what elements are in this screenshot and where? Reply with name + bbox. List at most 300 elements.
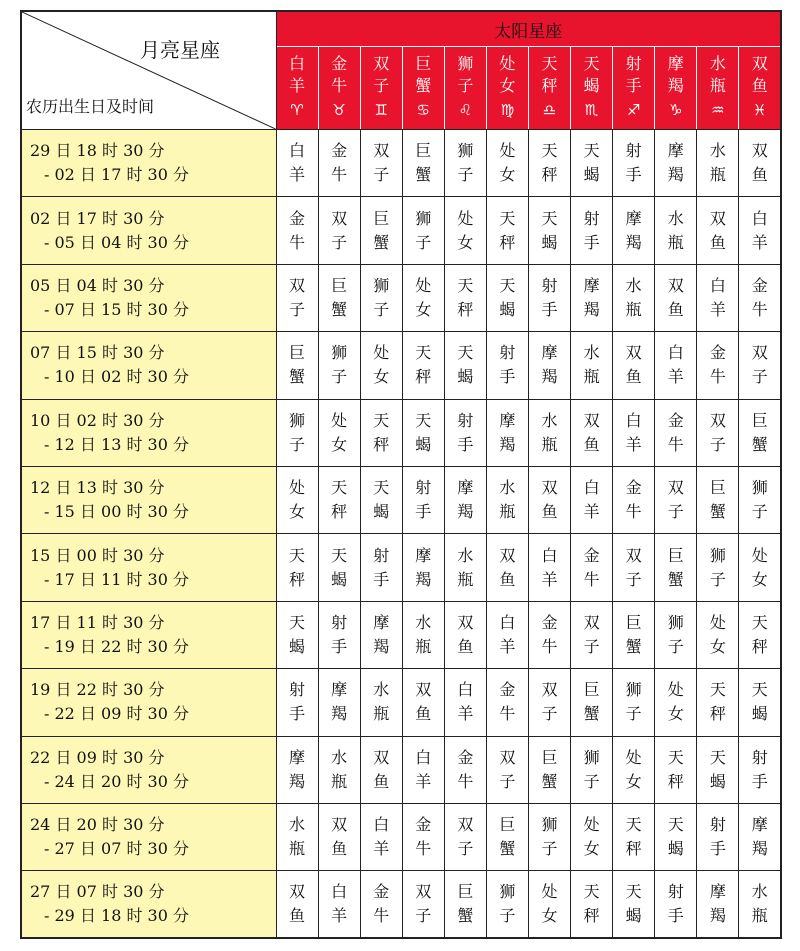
moon-sign-char: 鱼 — [667, 299, 684, 319]
moon-sign-cell — [486, 534, 528, 601]
moon-sign-char: 射 — [583, 208, 600, 228]
moon-sign-cell — [276, 130, 318, 197]
table-row — [21, 601, 781, 668]
moon-sign-char: 子 — [541, 704, 558, 724]
moon-sign-cell — [528, 332, 570, 399]
sun-sign-char: 处 — [499, 54, 516, 73]
moon-sign-cell — [697, 130, 739, 197]
moon-sign-cell — [276, 466, 318, 533]
table-row — [21, 466, 781, 533]
table-row — [21, 332, 781, 399]
moon-sign-cell — [318, 399, 360, 466]
moon-sign-char: 瓶 — [499, 502, 516, 522]
moon-sign-char: 蝎 — [499, 299, 516, 319]
moon-sign-char: 蝎 — [457, 367, 474, 387]
moon-sign-char: 羯 — [457, 502, 474, 522]
moon-sign-char: 摩 — [709, 882, 726, 902]
moon-sign-cell — [528, 601, 570, 668]
moon-sign-cell — [697, 601, 739, 668]
moon-sign-char: 天 — [289, 545, 306, 565]
moon-sign-char: 羯 — [415, 569, 432, 589]
moon-sign-cell — [655, 399, 697, 466]
moon-sign-char: 水 — [415, 612, 432, 632]
moon-sign-cell — [318, 534, 360, 601]
sun-sign-column — [655, 47, 697, 130]
moon-sign-char: 蟹 — [373, 232, 390, 252]
moon-sign-char: 羯 — [541, 367, 558, 387]
moon-sign-char: 女 — [373, 367, 390, 387]
moon-sign-cell — [318, 130, 360, 197]
moon-sign-char: 子 — [331, 232, 348, 252]
sun-sign-char: 双 — [373, 54, 390, 73]
time-from: 24 日 20 时 30 分 — [30, 815, 165, 835]
moon-sign-char: 白 — [583, 478, 600, 498]
moon-sign-char: 秤 — [499, 232, 516, 252]
sun-sign-char: 双 — [751, 54, 768, 73]
moon-sign-cell — [613, 130, 655, 197]
moon-sign-cell — [655, 332, 697, 399]
moon-sign-char: 子 — [331, 367, 348, 387]
moon-sign-char: 双 — [331, 208, 348, 228]
sun-sign-char: 秤 — [541, 76, 558, 95]
moon-sign-char: 水 — [625, 275, 642, 295]
moon-sign-char: 瓶 — [415, 636, 432, 656]
moon-sign-cell — [528, 399, 570, 466]
moon-sign-char: 鱼 — [541, 502, 558, 522]
moon-sign-cell — [655, 736, 697, 803]
moon-sign-char: 羊 — [751, 232, 768, 252]
moon-sign-char: 双 — [499, 747, 516, 767]
time-from: 02 日 17 时 30 分 — [30, 208, 165, 228]
moon-sign-cell — [655, 130, 697, 197]
moon-sign-cell — [613, 197, 655, 264]
moon-sign-char: 羊 — [709, 299, 726, 319]
sun-sign-column — [697, 47, 739, 130]
moon-sign-char: 双 — [331, 815, 348, 835]
table-row — [21, 669, 781, 736]
moon-sign-cell — [613, 601, 655, 668]
moon-sign-cell — [571, 130, 613, 197]
moon-sign-char: 蟹 — [541, 771, 558, 791]
moon-sign-char: 女 — [751, 569, 768, 589]
moon-sign-cell — [318, 466, 360, 533]
sun-sign-char: 牛 — [331, 76, 348, 95]
moon-sign-cell — [402, 601, 444, 668]
moon-sign-char: 摩 — [583, 275, 600, 295]
moon-sign-char: 双 — [289, 275, 306, 295]
moon-sign-char: 处 — [331, 410, 348, 430]
moon-sign-cell — [571, 803, 613, 870]
time-from: 07 日 15 时 30 分 — [30, 343, 165, 363]
moon-sign-char: 女 — [331, 434, 348, 454]
sun-sign-column — [486, 47, 528, 130]
moon-sign-char: 蝎 — [583, 165, 600, 185]
moon-sign-char: 瓶 — [541, 434, 558, 454]
moon-sign-char: 巨 — [373, 208, 390, 228]
moon-sign-char: 双 — [583, 410, 600, 430]
moon-sign-char: 鱼 — [709, 232, 726, 252]
sun-sign-char: 羯 — [667, 76, 684, 95]
moon-sign-cell — [402, 399, 444, 466]
time-to: - 05 日 04 时 30 分 — [44, 232, 190, 252]
moon-sign-cell — [613, 803, 655, 870]
moon-sign-cell — [318, 803, 360, 870]
moon-sign-char: 摩 — [499, 410, 516, 430]
moon-sign-cell — [697, 466, 739, 533]
moon-sign-char: 狮 — [289, 410, 306, 430]
sun-sign-char: 手 — [625, 76, 642, 95]
moon-sign-table — [20, 10, 782, 939]
moon-sign-char: 牛 — [625, 502, 642, 522]
zodiac-symbol-icon: ♑ — [669, 101, 683, 119]
moon-sign-cell — [444, 264, 486, 331]
moon-sign-char: 天 — [373, 410, 390, 430]
moon-sign-char: 双 — [541, 478, 558, 498]
sun-sign-column — [276, 47, 318, 130]
zodiac-symbol-icon: ♊ — [374, 101, 388, 119]
moon-sign-char: 双 — [751, 343, 768, 363]
sun-sign-char: 金 — [331, 54, 348, 73]
moon-sign-char: 双 — [667, 275, 684, 295]
moon-sign-char: 白 — [541, 545, 558, 565]
moon-sign-cell — [571, 601, 613, 668]
moon-sign-cell — [444, 399, 486, 466]
moon-sign-char: 金 — [331, 141, 348, 161]
lunar-time-range — [21, 669, 276, 736]
moon-sign-char: 狮 — [625, 680, 642, 700]
moon-sign-char: 牛 — [499, 704, 516, 724]
moon-sign-char: 羯 — [625, 232, 642, 252]
moon-sign-cell — [528, 534, 570, 601]
moon-sign-char: 秤 — [289, 569, 306, 589]
moon-sign-cell — [571, 871, 613, 938]
moon-sign-char: 手 — [289, 704, 306, 724]
moon-sign-char: 天 — [667, 815, 684, 835]
moon-sign-char: 子 — [583, 636, 600, 656]
sun-sign-column — [739, 47, 781, 130]
moon-sign-cell — [486, 736, 528, 803]
moon-sign-char: 手 — [415, 502, 432, 522]
moon-sign-char: 蝎 — [541, 232, 558, 252]
moon-sign-char: 天 — [583, 882, 600, 902]
moon-sign-char: 巨 — [415, 141, 432, 161]
moon-sign-char: 蝎 — [331, 569, 348, 589]
moon-sign-char: 子 — [289, 299, 306, 319]
moon-sign-char: 金 — [373, 882, 390, 902]
moon-sign-cell — [739, 197, 781, 264]
moon-sign-char: 双 — [457, 612, 474, 632]
moon-sign-char: 天 — [667, 747, 684, 767]
moon-sign-char: 蟹 — [331, 299, 348, 319]
moon-sign-char: 水 — [751, 882, 768, 902]
moon-sign-cell — [360, 332, 402, 399]
zodiac-symbol-icon: ♉ — [332, 101, 346, 119]
moon-sign-char: 金 — [583, 545, 600, 565]
moon-sign-char: 摩 — [667, 141, 684, 161]
moon-sign-char: 手 — [667, 906, 684, 926]
moon-sign-char: 牛 — [709, 367, 726, 387]
moon-sign-char: 秤 — [751, 636, 768, 656]
moon-sign-cell — [739, 669, 781, 736]
moon-sign-cell — [276, 871, 318, 938]
moon-sign-cell — [739, 871, 781, 938]
moon-sign-cell — [697, 736, 739, 803]
moon-sign-cell — [486, 466, 528, 533]
moon-sign-char: 天 — [541, 141, 558, 161]
sun-sign-char: 鱼 — [751, 76, 768, 95]
moon-sign-char: 鱼 — [373, 771, 390, 791]
moon-sign-char: 射 — [415, 478, 432, 498]
moon-sign-char: 射 — [751, 747, 768, 767]
moon-sign-cell — [613, 534, 655, 601]
moon-sign-char: 白 — [331, 882, 348, 902]
table-row — [21, 534, 781, 601]
moon-sign-char: 狮 — [541, 815, 558, 835]
moon-sign-cell — [571, 264, 613, 331]
moon-sign-cell — [571, 534, 613, 601]
moon-sign-char: 羯 — [331, 704, 348, 724]
moon-sign-cell — [571, 197, 613, 264]
moon-sign-char: 天 — [709, 680, 726, 700]
moon-sign-cell — [739, 803, 781, 870]
moon-sign-char: 子 — [583, 771, 600, 791]
moon-sign-char: 瓶 — [709, 165, 726, 185]
moon-sign-char: 羯 — [373, 636, 390, 656]
moon-sign-char: 羊 — [541, 569, 558, 589]
moon-sign-char: 瓶 — [751, 906, 768, 926]
moon-sign-char: 射 — [625, 141, 642, 161]
moon-sign-cell — [360, 669, 402, 736]
time-to: - 17 日 11 时 30 分 — [44, 569, 190, 589]
moon-sign-char: 金 — [667, 410, 684, 430]
moon-sign-char: 天 — [625, 815, 642, 835]
moon-sign-cell — [486, 332, 528, 399]
moon-sign-char: 射 — [709, 815, 726, 835]
moon-sign-char: 手 — [373, 569, 390, 589]
moon-sign-char: 子 — [457, 165, 474, 185]
moon-sign-char: 鱼 — [751, 165, 768, 185]
moon-sign-char: 瓶 — [373, 704, 390, 724]
moon-sign-cell — [360, 130, 402, 197]
moon-sign-char: 天 — [373, 478, 390, 498]
moon-sign-char: 水 — [331, 747, 348, 767]
moon-sign-char: 瓶 — [583, 367, 600, 387]
sun-sign-column — [571, 47, 613, 130]
moon-sign-cell — [276, 534, 318, 601]
moon-sign-char: 羊 — [415, 771, 432, 791]
moon-sign-cell — [402, 130, 444, 197]
time-from: 12 日 13 时 30 分 — [30, 478, 165, 498]
moon-sign-cell — [276, 669, 318, 736]
moon-sign-cell — [360, 534, 402, 601]
moon-sign-label: 月亮星座 — [140, 38, 220, 62]
moon-sign-char: 双 — [709, 208, 726, 228]
moon-sign-char: 手 — [583, 232, 600, 252]
moon-sign-char: 天 — [331, 478, 348, 498]
moon-sign-char: 鱼 — [331, 839, 348, 859]
moon-sign-cell — [402, 534, 444, 601]
moon-sign-cell — [739, 466, 781, 533]
moon-sign-char: 天 — [625, 882, 642, 902]
moon-sign-cell — [613, 264, 655, 331]
moon-sign-char: 双 — [289, 882, 306, 902]
moon-sign-char: 女 — [289, 502, 306, 522]
moon-sign-char: 巨 — [331, 275, 348, 295]
moon-sign-cell — [276, 264, 318, 331]
moon-sign-cell — [444, 197, 486, 264]
sun-sign-char: 白 — [289, 54, 306, 73]
moon-sign-cell — [528, 871, 570, 938]
moon-sign-char: 蟹 — [583, 704, 600, 724]
time-from: 27 日 07 时 30 分 — [30, 882, 165, 902]
moon-sign-cell — [697, 803, 739, 870]
moon-sign-char: 秤 — [331, 502, 348, 522]
sun-sign-char: 女 — [499, 76, 516, 95]
moon-sign-char: 摩 — [625, 208, 642, 228]
moon-sign-char: 双 — [541, 680, 558, 700]
moon-sign-char: 摩 — [751, 815, 768, 835]
moon-sign-char: 双 — [751, 141, 768, 161]
moon-sign-char: 白 — [289, 141, 306, 161]
moon-sign-char: 手 — [541, 299, 558, 319]
moon-sign-char: 羊 — [499, 636, 516, 656]
moon-sign-char: 金 — [625, 478, 642, 498]
moon-sign-char: 射 — [667, 882, 684, 902]
moon-sign-cell — [444, 332, 486, 399]
moon-sign-cell — [739, 736, 781, 803]
sun-sign-char: 摩 — [667, 54, 684, 73]
moon-sign-cell — [402, 803, 444, 870]
sun-sign-char: 羊 — [289, 76, 306, 95]
moon-sign-cell — [318, 332, 360, 399]
sun-sign-char: 子 — [457, 76, 474, 95]
moon-sign-cell — [360, 871, 402, 938]
moon-sign-char: 巨 — [457, 882, 474, 902]
moon-sign-cell — [486, 264, 528, 331]
time-to: - 07 日 15 时 30 分 — [44, 299, 190, 319]
moon-sign-cell — [571, 669, 613, 736]
lunar-time-range — [21, 466, 276, 533]
moon-sign-char: 手 — [625, 165, 642, 185]
moon-sign-char: 处 — [709, 612, 726, 632]
moon-sign-char: 女 — [709, 636, 726, 656]
moon-sign-cell — [655, 803, 697, 870]
moon-sign-cell — [276, 197, 318, 264]
moon-sign-char: 牛 — [541, 636, 558, 656]
moon-sign-cell — [528, 736, 570, 803]
moon-sign-cell — [613, 871, 655, 938]
moon-sign-char: 天 — [499, 275, 516, 295]
moon-sign-char: 双 — [583, 612, 600, 632]
moon-sign-cell — [655, 534, 697, 601]
time-to: - 02 日 17 时 30 分 — [44, 165, 190, 185]
moon-sign-cell — [655, 871, 697, 938]
moon-sign-char: 羯 — [751, 839, 768, 859]
moon-sign-char: 双 — [457, 815, 474, 835]
moon-sign-cell — [655, 466, 697, 533]
moon-sign-char: 金 — [499, 680, 516, 700]
moon-sign-char: 射 — [541, 275, 558, 295]
lunar-time-range — [21, 130, 276, 197]
moon-sign-char: 天 — [331, 545, 348, 565]
moon-sign-char: 天 — [751, 612, 768, 632]
time-to: - 22 日 09 时 30 分 — [44, 704, 190, 724]
table-row — [21, 130, 781, 197]
zodiac-symbol-icon: ♐ — [626, 101, 641, 119]
moon-sign-char: 手 — [709, 839, 726, 859]
moon-sign-char: 狮 — [373, 275, 390, 295]
moon-sign-char: 子 — [625, 569, 642, 589]
moon-sign-char: 水 — [289, 815, 306, 835]
moon-sign-cell — [697, 332, 739, 399]
moon-sign-cell — [360, 601, 402, 668]
table-body — [21, 130, 781, 939]
moon-sign-char: 子 — [709, 434, 726, 454]
moon-sign-cell — [739, 130, 781, 197]
moon-sign-char: 巨 — [541, 747, 558, 767]
moon-sign-char: 摩 — [373, 612, 390, 632]
moon-sign-char: 双 — [415, 680, 432, 700]
moon-sign-cell — [739, 534, 781, 601]
moon-sign-cell — [697, 264, 739, 331]
moon-sign-char: 水 — [583, 343, 600, 363]
moon-sign-cell — [360, 736, 402, 803]
moon-sign-char: 摩 — [541, 343, 558, 363]
moon-sign-char: 牛 — [331, 165, 348, 185]
moon-sign-char: 子 — [667, 502, 684, 522]
moon-sign-char: 羯 — [667, 165, 684, 185]
moon-sign-char: 蟹 — [625, 636, 642, 656]
moon-sign-char: 天 — [751, 680, 768, 700]
lunar-time-range — [21, 736, 276, 803]
moon-sign-cell — [444, 871, 486, 938]
moon-sign-cell — [739, 601, 781, 668]
moon-sign-char: 女 — [541, 906, 558, 926]
moon-sign-char: 子 — [499, 771, 516, 791]
moon-sign-char: 天 — [415, 410, 432, 430]
moon-sign-char: 狮 — [667, 612, 684, 632]
time-to: - 15 日 00 时 30 分 — [44, 502, 190, 522]
time-to: - 19 日 22 时 30 分 — [44, 636, 190, 656]
moon-sign-char: 处 — [415, 275, 432, 295]
moon-sign-char: 白 — [415, 747, 432, 767]
moon-sign-char: 射 — [289, 680, 306, 700]
time-from: 22 日 09 时 30 分 — [30, 747, 165, 767]
sun-sign-char: 天 — [583, 54, 600, 73]
moon-sign-char: 巨 — [583, 680, 600, 700]
table-row — [21, 871, 781, 938]
moon-sign-char: 射 — [331, 612, 348, 632]
moon-sign-char: 牛 — [583, 569, 600, 589]
moon-sign-char: 双 — [373, 747, 390, 767]
moon-sign-char: 子 — [751, 502, 768, 522]
moon-sign-char: 子 — [289, 434, 306, 454]
moon-sign-cell — [613, 669, 655, 736]
moon-sign-char: 双 — [667, 478, 684, 498]
moon-sign-char: 子 — [541, 839, 558, 859]
moon-sign-cell — [613, 466, 655, 533]
moon-sign-char: 水 — [541, 410, 558, 430]
moon-sign-char: 女 — [499, 165, 516, 185]
moon-sign-char: 鱼 — [289, 906, 306, 926]
moon-sign-char: 蝎 — [667, 839, 684, 859]
moon-sign-char: 鱼 — [583, 434, 600, 454]
moon-sign-char: 双 — [625, 343, 642, 363]
time-from: 29 日 18 时 30 分 — [30, 141, 165, 161]
moon-sign-char: 蝎 — [751, 704, 768, 724]
moon-sign-cell — [486, 601, 528, 668]
moon-sign-char: 狮 — [709, 545, 726, 565]
